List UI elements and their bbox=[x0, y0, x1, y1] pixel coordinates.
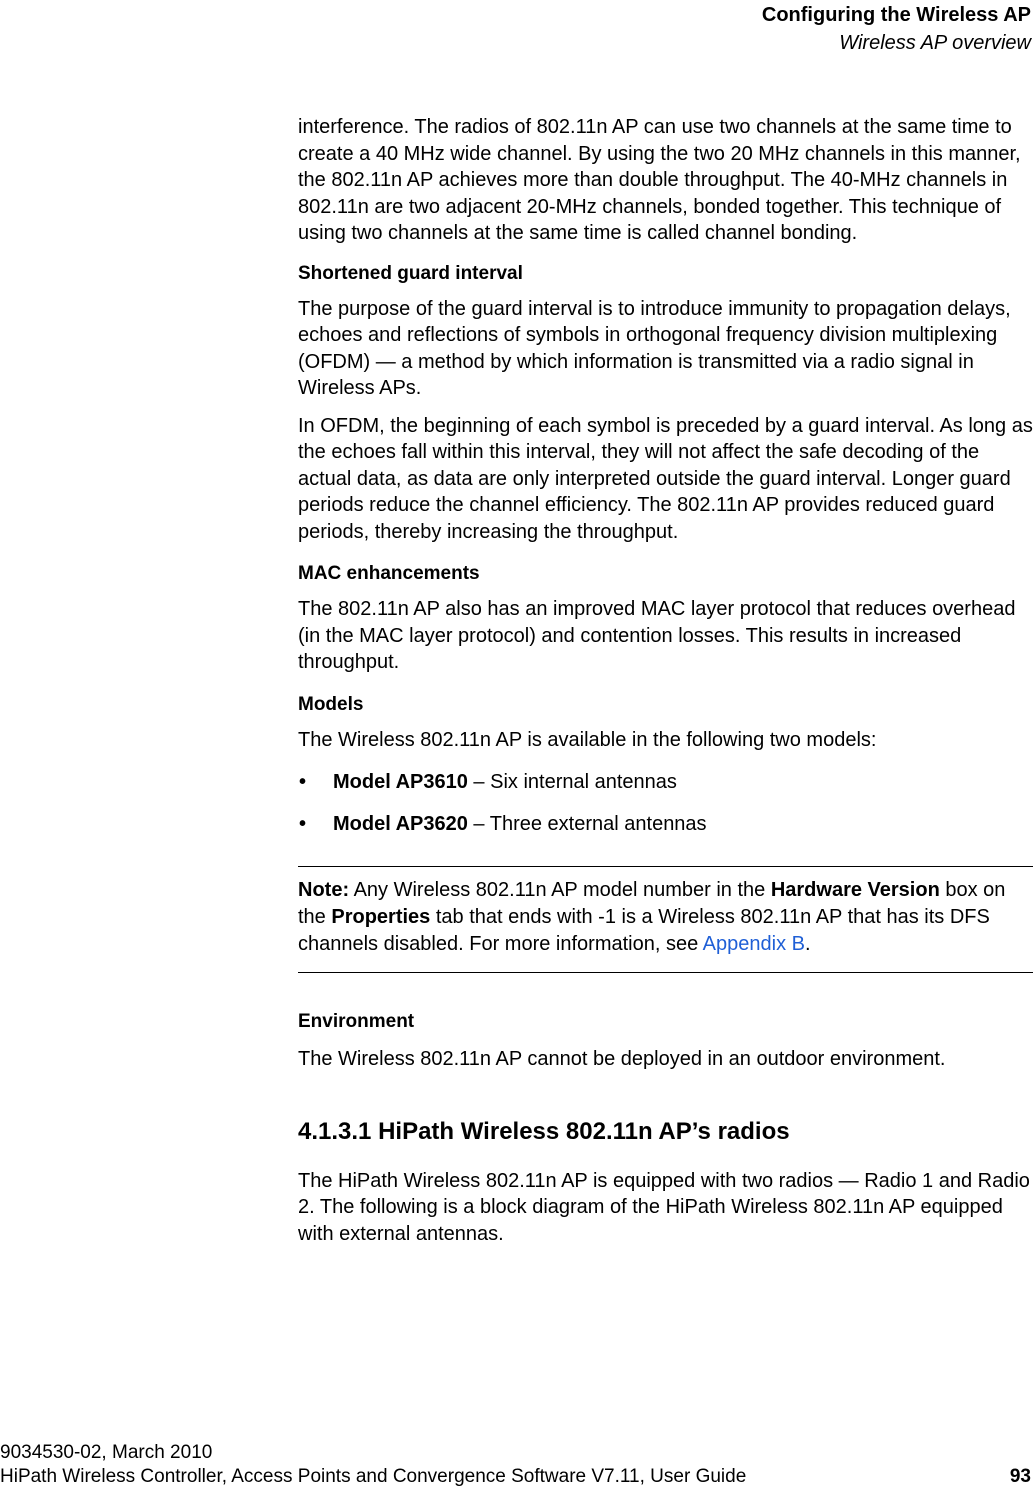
models-heading: Models bbox=[298, 693, 364, 715]
bullet-glyph: • bbox=[299, 771, 307, 793]
section-title: Wireless AP overview bbox=[839, 32, 1031, 54]
model-description: – Three external antennas bbox=[467, 813, 707, 835]
models-intro: The Wireless 802.11n AP is available in the following two models: bbox=[298, 728, 877, 751]
environment-heading: Environment bbox=[298, 1011, 415, 1032]
section-heading: 4.1.3.1 HiPath Wireless 802.11n AP’s radios bbox=[298, 1117, 790, 1145]
note-text: Any Wireless 802.11n AP model number in the bbox=[349, 879, 771, 901]
page-number: 93 bbox=[1009, 1466, 1031, 1487]
environment-paragraph: The Wireless 802.11n AP cannot be deployed in an outdoor environment. bbox=[298, 1048, 946, 1070]
note-text: tab that ends with -1 is a Wireless 802.11n AP that has its DFS channels disabled. For more information, see bbox=[298, 906, 990, 955]
bullet-glyph: • bbox=[299, 813, 307, 835]
intro-paragraph: interference. The radios of 802.11n AP can use two channels at the same time to create a 40 MHz wide channel. By using the two 20 MHz channels in this manner, the 802.11n AP achieves more than double throughput. The 40-MHz channels in 802.11n are two adjacent 20-MHz channels, bonded together. This technique of using two channels at the same time is called channel bonding. bbox=[298, 116, 1021, 244]
list-item bbox=[298, 769, 1033, 795]
note-box bbox=[298, 866, 1033, 973]
mac-paragraph: The 802.11n AP also has an improved MAC layer protocol that reduces overhead (in the MAC layer protocol) and contention losses. This results in increased throughput. bbox=[298, 598, 1016, 673]
running-header bbox=[762, 0, 1031, 58]
main-content bbox=[298, 114, 1033, 1247]
page-footer bbox=[0, 1441, 1031, 1489]
model-name: Model AP3620 bbox=[333, 813, 468, 835]
model-description: – Six internal antennas bbox=[467, 771, 677, 793]
model-name: Model AP3610 bbox=[333, 771, 468, 793]
guard-interval-paragraph-1: The purpose of the guard interval is to introduce immunity to propagation delays, echoes and reflections of symbols in orthogonal frequency division multiplexing (OFDM) — a method by which information is transmitted via a radio signal in Wireless APs. bbox=[298, 297, 1011, 399]
note-bold-hardware-version: Hardware Version bbox=[770, 879, 940, 901]
appendix-b-link[interactable]: Appendix B bbox=[702, 933, 805, 955]
note-text: . bbox=[804, 933, 811, 955]
mac-heading: MAC enhancements bbox=[298, 563, 480, 584]
note-label: Note: bbox=[298, 879, 350, 901]
guard-interval-heading: Shortened guard interval bbox=[298, 262, 523, 284]
document-number: 9034530-02, March 2010 bbox=[0, 1442, 213, 1463]
note-bold-properties: Properties bbox=[331, 906, 431, 928]
chapter-title: Configuring the Wireless AP bbox=[761, 4, 1031, 26]
note-text: box on the bbox=[298, 879, 1006, 928]
guide-title: HiPath Wireless Controller, Access Points and Convergence Software V7.11, User Guide bbox=[0, 1466, 747, 1487]
list-item bbox=[298, 811, 1033, 837]
guard-interval-paragraph-2: In OFDM, the beginning of each symbol is preceded by a guard interval. As long as the echoes fall within this interval, they will not affect the safe decoding of the actual data, as data are only interpreted outside the guard interval. Longer guard periods reduce the channel efficiency. The 802.11n AP provides reduced guard periods, thereby increasing the throughput. bbox=[298, 414, 1033, 543]
section-paragraph: The HiPath Wireless 802.11n AP is equipped with two radios — Radio 1 and Radio 2. The following is a block diagram of the HiPath Wireless 802.11n AP equipped with external antennas. bbox=[298, 1169, 1030, 1245]
